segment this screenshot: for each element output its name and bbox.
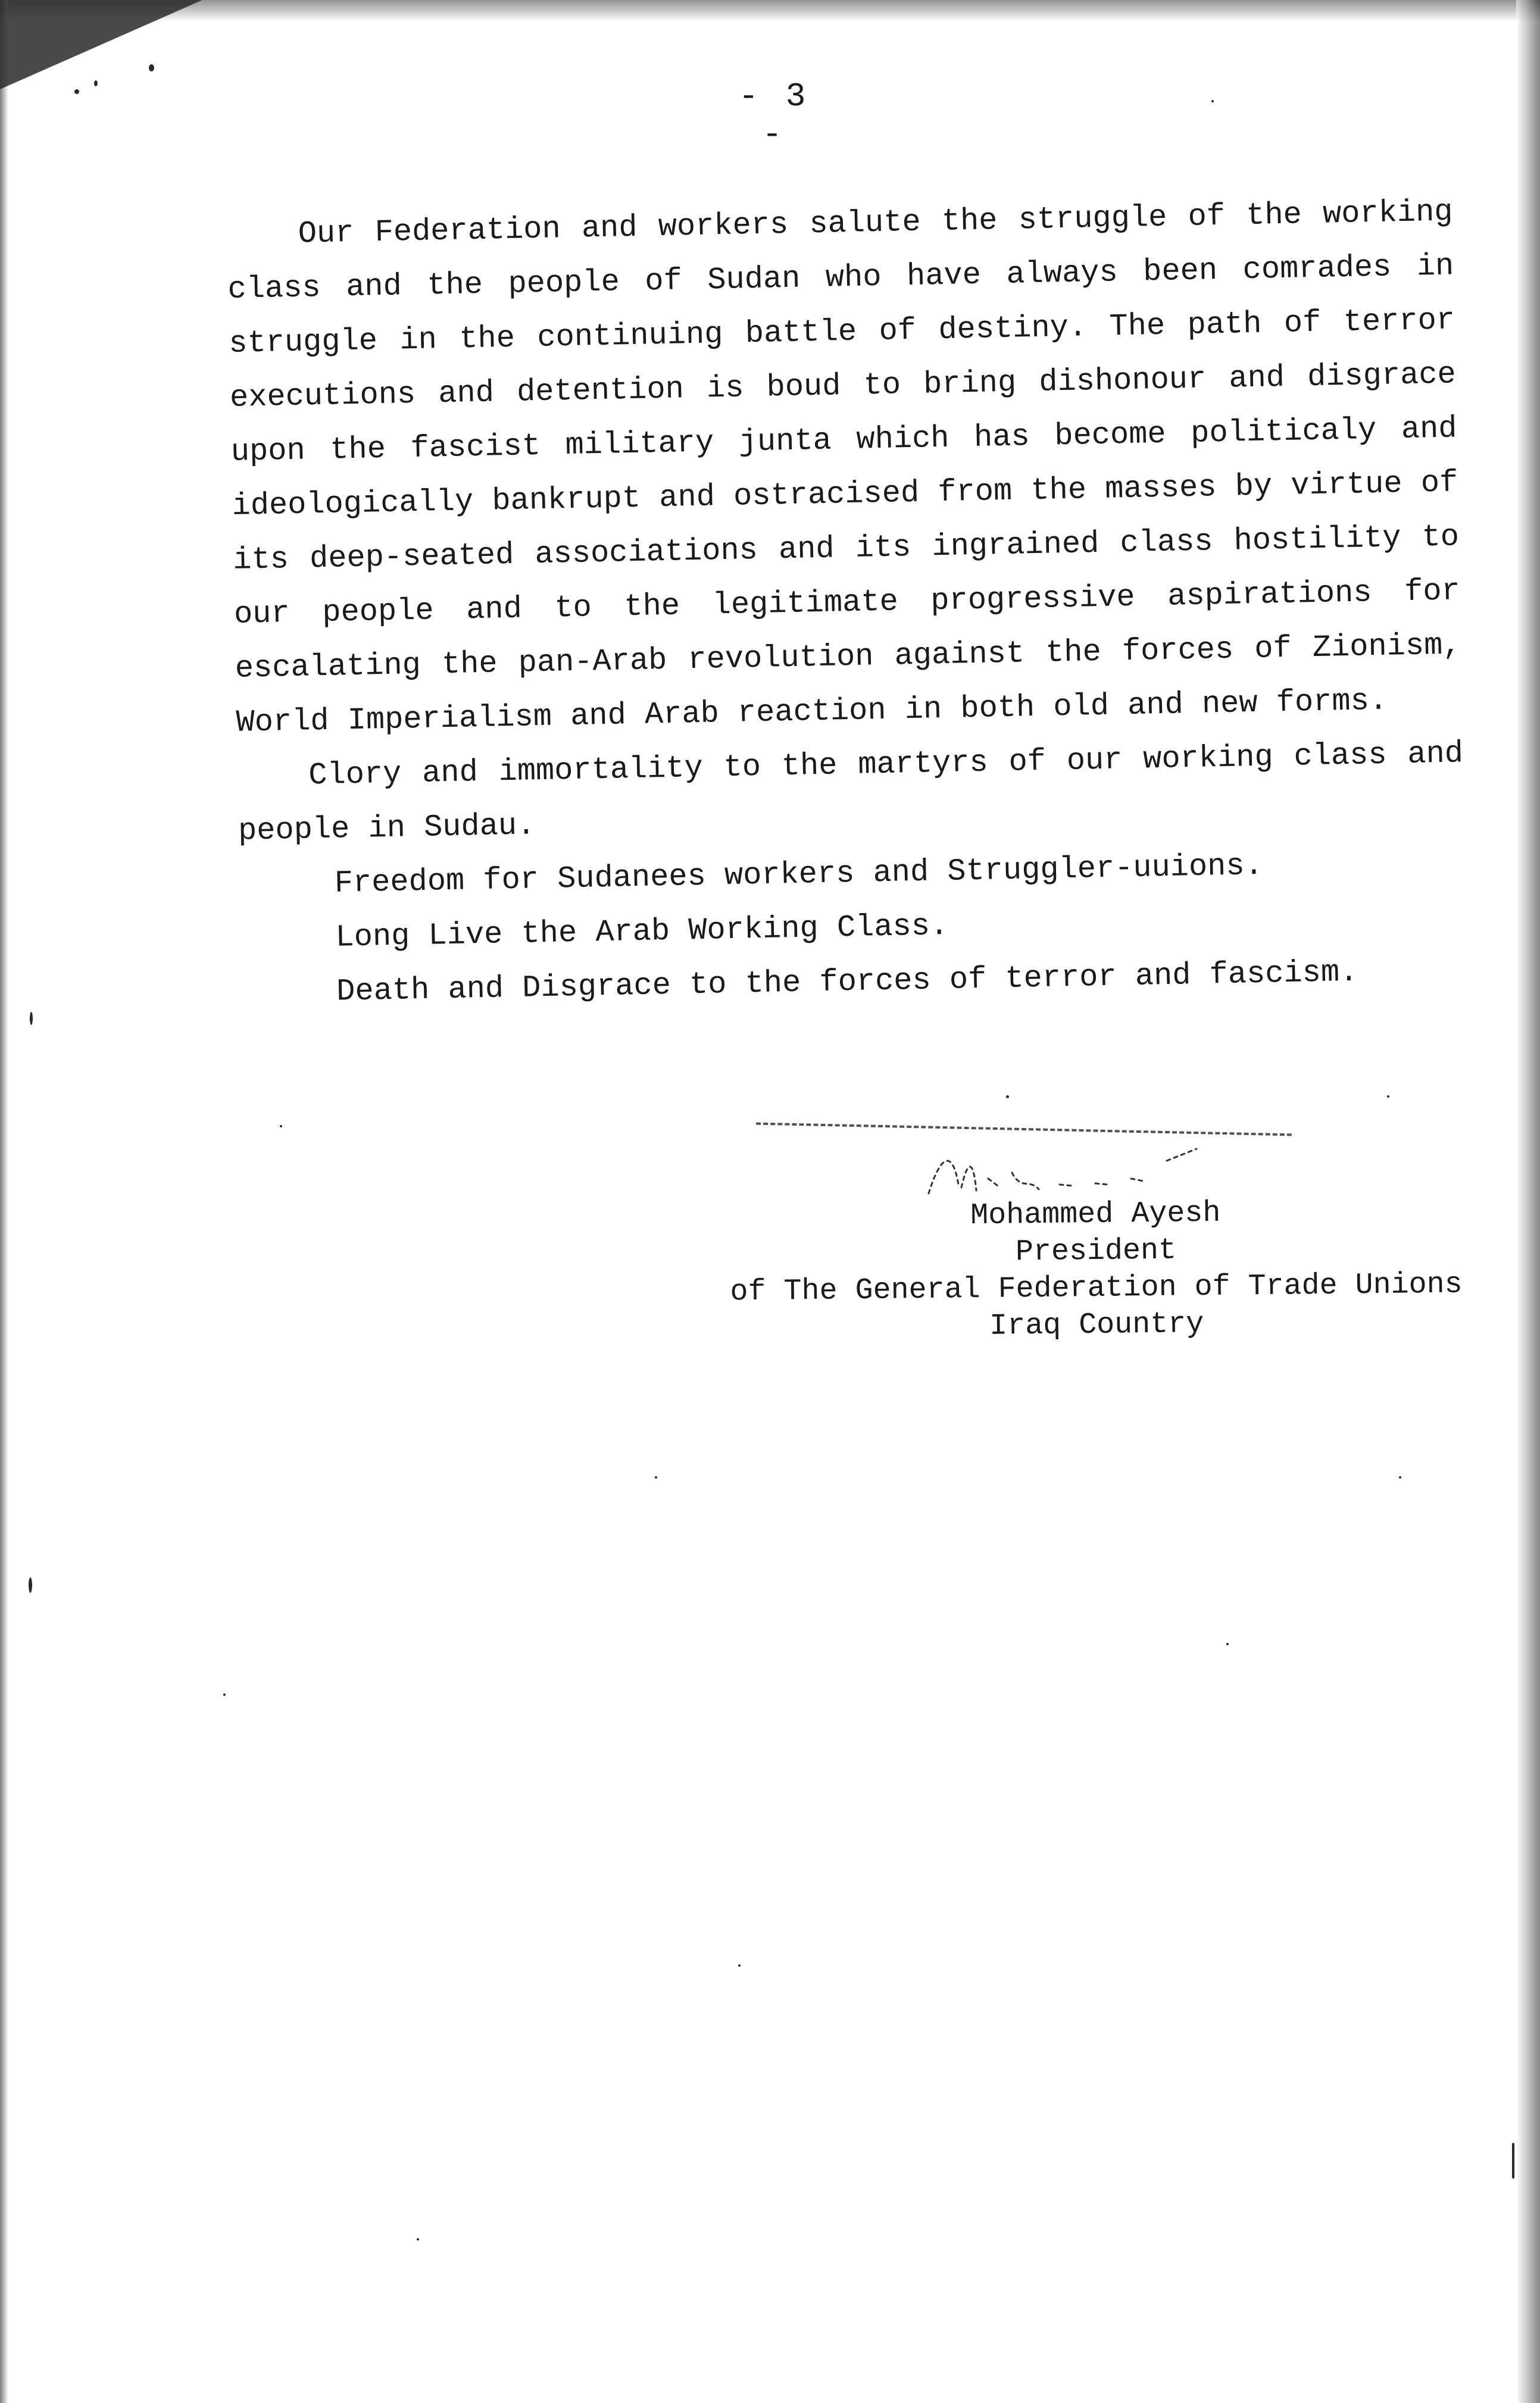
signature-block xyxy=(702,1192,1490,1348)
scan-speck xyxy=(655,1476,657,1479)
scan-shadow-right xyxy=(1516,0,1540,2403)
signatory-name: Mohammed Ayesh xyxy=(970,1196,1221,1233)
scan-speck xyxy=(1399,1476,1401,1479)
slogan-freedom: Freedom for Sudanees workers and Struggler-uuions. xyxy=(334,848,1264,901)
scan-speck xyxy=(223,1693,226,1696)
paragraph-glory: Clory and immortality to the martyrs of our working class and people in Sudau. xyxy=(238,736,1464,849)
signatory-organization: of The General Federation of Trade Unions xyxy=(730,1267,1463,1310)
scan-shadow-left xyxy=(0,0,8,2403)
scan-speck xyxy=(1512,2143,1514,2179)
letter-body xyxy=(226,185,1468,1020)
scan-speck xyxy=(1006,1095,1009,1098)
scan-speck xyxy=(94,80,98,86)
scan-speck xyxy=(149,64,154,71)
scan-speck xyxy=(1211,100,1214,102)
signature-line xyxy=(756,1123,1292,1136)
scan-speck xyxy=(417,2238,419,2240)
scan-shadow-top xyxy=(0,0,1540,21)
scan-speck xyxy=(29,1577,32,1593)
scan-speck xyxy=(30,1012,33,1025)
slogan-long-live: Long Live the Arab Working Class. xyxy=(335,908,949,955)
scan-speck xyxy=(1387,1095,1389,1098)
signatory-title: President xyxy=(1015,1233,1177,1270)
page-number: - 3 - xyxy=(738,77,810,154)
folded-corner xyxy=(0,0,202,89)
paragraph-main: Our Federation and workers salute the struggle of the working class and the people of Sudan who have always been comrades in struggle in the continuing battle of destiny. The path of terror executions and detention is boud to bring dishonour and disgrace upon the fascist military junta which has become politicaly and ideologically bankrupt and ostracised from the masses by virtue of its deep-seated associations and its ingrained class hostility to our people and to the legitimate progressive aspirations for escalating the pan-Arab revolution against the forces of Zionism, World Imperialism and Arab reaction in both old and new forms. xyxy=(227,194,1462,740)
scan-speck xyxy=(1226,1643,1229,1645)
scan-speck xyxy=(280,1125,282,1127)
scan-speck xyxy=(74,89,79,94)
signatory-country: Iraq Country xyxy=(989,1307,1204,1343)
slogan-death: Death and Disgrace to the forces of terror and fascism. xyxy=(336,954,1358,1010)
scan-speck xyxy=(738,1964,741,1967)
